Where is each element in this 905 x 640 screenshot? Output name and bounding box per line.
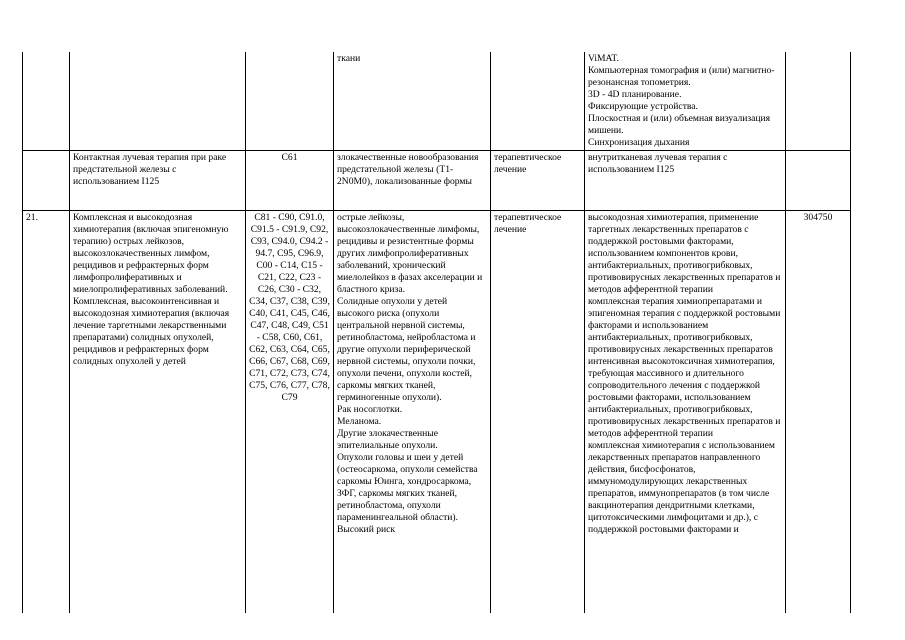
cost-cell: 304750 bbox=[786, 211, 851, 614]
treatment-type-cell bbox=[491, 52, 585, 151]
care-type-cell: Контактная лучевая терапия при раке предстательной железы с использованием I125 bbox=[70, 151, 246, 211]
table-row bbox=[23, 211, 851, 614]
treatment-method-cell: высокодозная химиотерапия, применение таргетных лекарственных препаратов с поддержкой ростовыми факторами, использованием компонентов крови, антибактериальных, противогрибковых, противовирусных лекарственных препаратов и методов афферентной терапии комплексная терапия химиопрепаратами и эпигеномная терапия с поддержкой ростовыми факторами и использованием антибактериальных, противогрибковых, противовирусных лекарственных препаратов интенсивная высокотоксичная химиотерапия, требующая массивного и длительного сопроводительного лечения с поддержкой ростовыми факторами, использованием антибактериальных, противогрибковых, противовирусных лекарственных препаратов и методов афферентной терапии комплексная химиотерапия с использованием лекарственных препаратов направленного действия, бисфосфонатов, иммуномодулирующих лекарственных препаратов, иммунопрепаратов (в том числе вакцинотерапия дендритными клетками, цитотоксическими лимфоцитами и др.), с поддержкой ростовыми факторами и bbox=[585, 211, 786, 614]
patient-model-cell: острые лейкозы, высокозлокачественные лимфомы, рецидивы и резистентные формы других лимфопролиферативных заболеваний, хронический миелолейкоз в фазах акселерации и бластного криза. Солидные опухоли у детей высокого риска (опухоли центральной нервной системы, ретинобластома, нейробластома и другие опухоли периферической нервной системы, опухоли почки, опухоли печени, опухоли костей, саркомы мягких тканей, герминогенные опухоли). Рак носоглотки. Меланома. Другие злокачественные эпителиальные опухоли. Опухоли головы и шеи у детей (остеосаркома, опухоли семейства саркомы Юинга, хондросаркома, ЗФГ, саркомы мягких тканей, ретинобластома, опухоли параменингеальной области). Высокий риск bbox=[334, 211, 491, 614]
treatment-type-cell: терапевтическое лечение bbox=[491, 211, 585, 614]
table-row bbox=[23, 151, 851, 211]
icd-codes-cell bbox=[246, 52, 334, 151]
medical-care-table bbox=[22, 52, 851, 613]
patient-model-cell: ткани bbox=[334, 52, 491, 151]
patient-model-cell: злокачественные новообразования предстательной железы (T1-2N0M0), локализованные формы bbox=[334, 151, 491, 211]
table-row bbox=[23, 52, 851, 151]
cost-cell bbox=[786, 52, 851, 151]
treatment-type-cell: терапевтическое лечение bbox=[491, 151, 585, 211]
cost-cell bbox=[786, 151, 851, 211]
row-number-cell bbox=[23, 151, 70, 211]
care-type-cell bbox=[70, 52, 246, 151]
icd-codes-cell: C61 bbox=[246, 151, 334, 211]
care-type-cell: Комплексная и высокодозная химиотерапия (включая эпигеномную терапию) острых лейкозов, высокозлокачественных лимфом, рецидивов и рефрактерных форм лимфопролиферативных и миелопролиферативных заболеваний. Комплексная, высокоинтенсивная и высокодозная химиотерапия (включая лечение таргетными лекарственными препаратами) солидных опухолей, рецидивов и рефрактерных форм солидных опухолей у детей bbox=[70, 211, 246, 614]
row-number-cell: 21. bbox=[23, 211, 70, 614]
icd-codes-cell: C81 - C90, C91.0, C91.5 - C91.9, C92, C93, C94.0, C94.2 - 94.7, C95, C96.9, C00 - C14, C15 - C21, C22, C23 - C26, C30 - C32, C34, C37, C38, C39, C40, C41, C45, C46, C47, C48, C49, C51 - C58, C60, C61, C62, C63, C64, C65, C66, C67, C68, C69, C71, C72, C73, C74, C75, C76, C77, C78, C79 bbox=[246, 211, 334, 614]
treatment-method-cell: ViMAT. Компьютерная томография и (или) магнитно-резонансная топометрия. 3D - 4D планирование. Фиксирующие устройства. Плоскостная и (или) объемная визуализация мишени. Синхронизация дыхания bbox=[585, 52, 786, 151]
row-number-cell bbox=[23, 52, 70, 151]
treatment-method-cell: внутритканевая лучевая терапия с использованием I125 bbox=[585, 151, 786, 211]
